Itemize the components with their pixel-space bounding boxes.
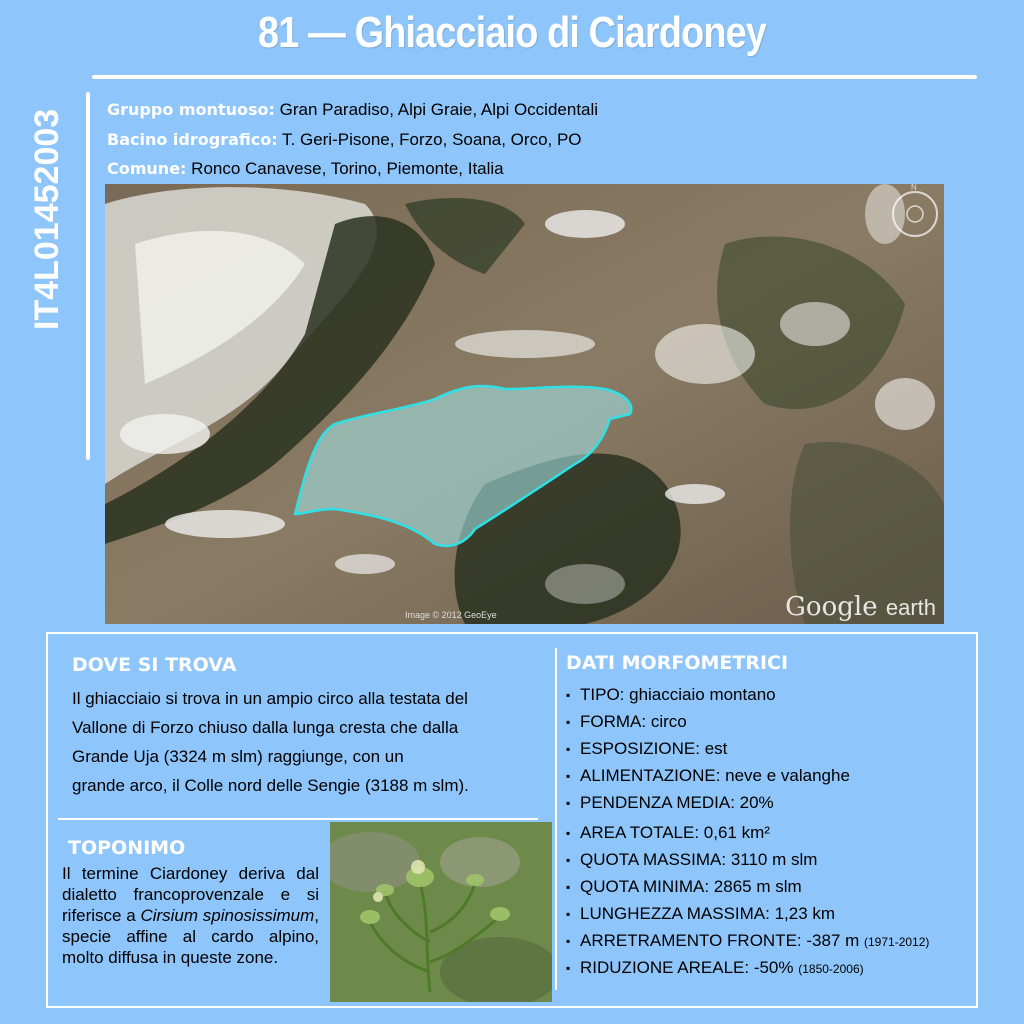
toponimo-species: Cirsium spinosissimum	[140, 906, 315, 925]
gruppo-label: Gruppo montuoso:	[107, 100, 275, 119]
side-divider	[86, 92, 90, 460]
comune-value: Ronco Canavese, Torino, Piemonte, Italia	[186, 159, 504, 178]
earth-word: earth	[885, 595, 936, 620]
toponimo-text-b: , specie affine al cardo alpino, molto diffusa in queste zone.	[62, 906, 319, 967]
info-bacino	[107, 130, 582, 150]
map-image	[105, 184, 944, 624]
list-item: ▪ AREA TOTALE: 0,61 km²	[566, 823, 770, 842]
list-item: ▪ QUOTA MINIMA: 2865 m slm	[566, 877, 802, 896]
toponimo-text-a: Il termine Ciardoney deriva dal dialetto francoprovenzale e si riferisce a	[62, 864, 319, 925]
list-item: ▪ FORMA: circo	[566, 712, 687, 731]
list-item: ▪ QUOTA MASSIMA: 3110 m slm	[566, 850, 818, 869]
list-item: ▪ TIPO: ghiacciaio montano	[566, 685, 776, 704]
map-copyright: Image © 2012 GeoEye	[405, 610, 497, 620]
dove-line: grande arco, il Colle nord delle Sengie (3188 m slm).	[72, 776, 469, 795]
svg-text:N: N	[911, 184, 917, 192]
dove-title: DOVE SI TROVA	[72, 654, 237, 676]
list-item: ▪ ARRETRAMENTO FRONTE: -387 m (1971-2012)	[566, 931, 930, 950]
comune-label: Comune:	[107, 159, 187, 178]
bacino-label: Bacino idrografico:	[107, 130, 278, 149]
list-item: ▪ RIDUZIONE AREALE: -50% (1850-2006)	[566, 958, 864, 977]
title-divider	[92, 75, 977, 79]
panel-horizontal-divider	[58, 818, 538, 820]
toponimo-title: TOPONIMO	[68, 837, 186, 859]
list-item: ▪ ALIMENTAZIONE: neve e valanghe	[566, 766, 850, 785]
list-item: ▪ LUNGHEZZA MASSIMA: 1,23 km	[566, 904, 836, 923]
dove-text	[72, 684, 532, 800]
dove-line: Il ghiacciaio si trova in un ampio circo alla testata del	[72, 689, 468, 708]
list-item: ▪ ESPOSIZIONE: est	[566, 739, 728, 758]
list-item: ▪ PENDENZA MEDIA: 20%	[566, 793, 774, 812]
toponimo-text	[62, 863, 319, 968]
google-earth-logo	[785, 592, 936, 622]
thistle-photo	[330, 822, 552, 1002]
google-word: Google	[785, 592, 878, 622]
page-title: 81 — Ghiacciaio di Ciardoney	[258, 8, 766, 57]
info-comune	[107, 159, 504, 179]
dati-title: DATI MORFOMETRICI	[566, 652, 789, 674]
satellite-map	[105, 184, 944, 624]
glacier-code: IT4L01452003	[28, 108, 66, 330]
bacino-value: T. Geri-Pisone, Forzo, Soana, Orco, PO	[277, 130, 582, 149]
dove-line: Vallone di Forzo chiuso dalla lunga cresta che dalla	[72, 718, 459, 737]
dati-list	[566, 681, 929, 981]
panel-vertical-divider	[555, 648, 557, 990]
gruppo-value: Gran Paradiso, Alpi Graie, Alpi Occidentali	[274, 100, 599, 119]
dove-line: Grande Uja (3324 m slm) raggiunge, con un	[72, 747, 404, 766]
info-gruppo	[107, 100, 598, 120]
